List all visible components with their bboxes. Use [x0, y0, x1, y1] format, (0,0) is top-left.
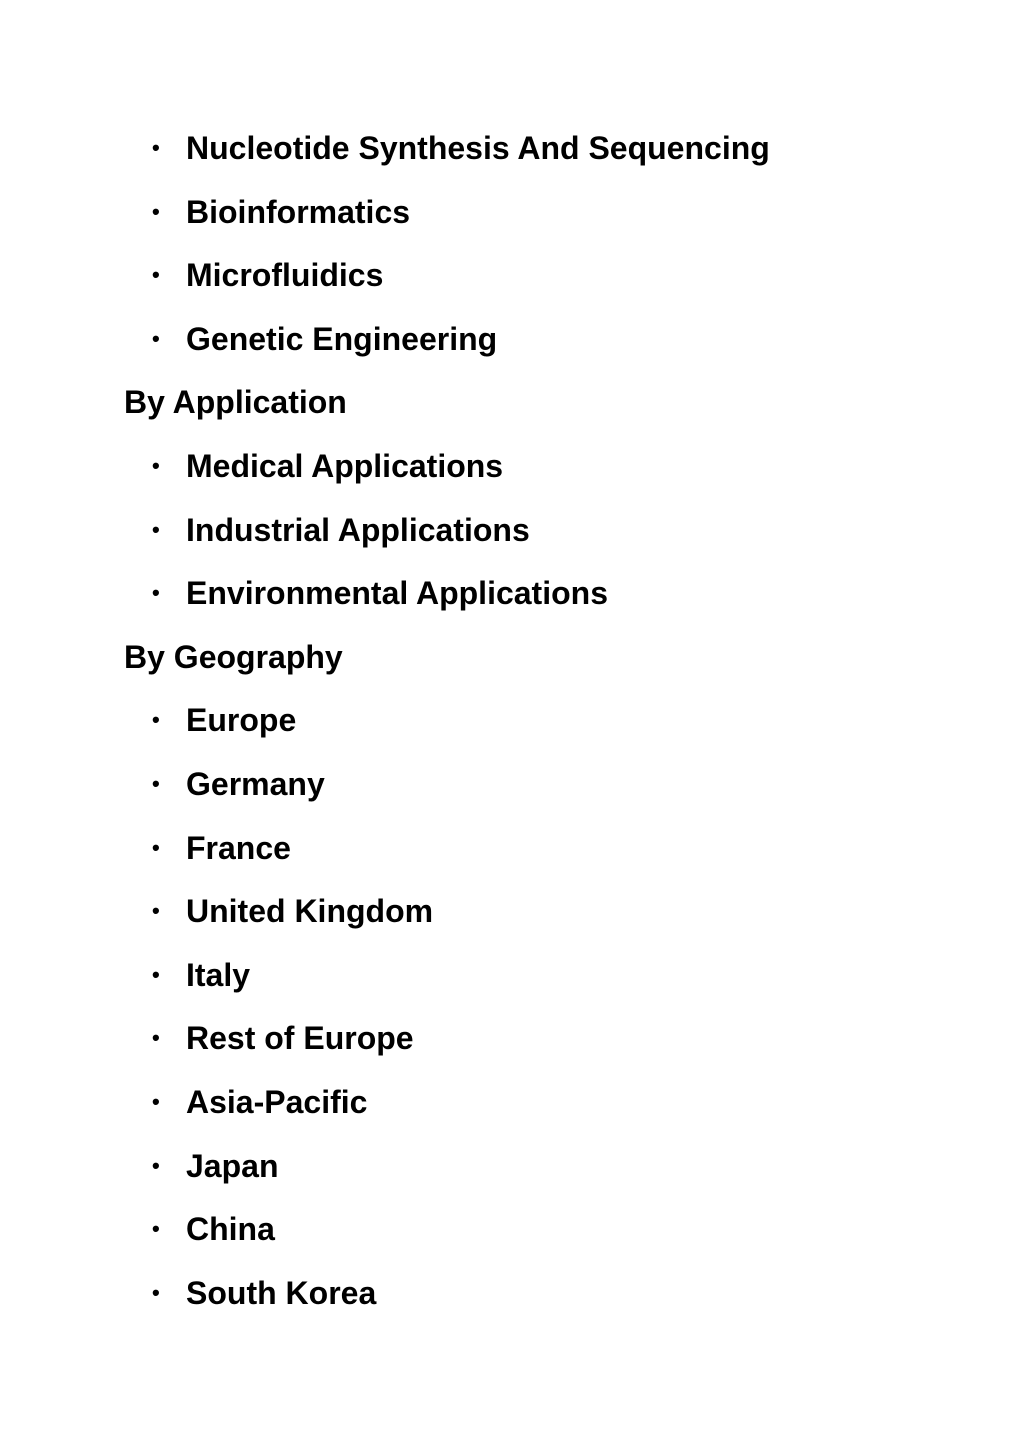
list-item-label: Bioinformatics	[186, 194, 411, 230]
bullet-icon: •	[152, 326, 160, 351]
list-item	[152, 700, 296, 764]
list-item-label: Microfluidics	[186, 257, 384, 293]
list-item	[152, 128, 770, 192]
list-item-label: Rest of Europe	[186, 1020, 414, 1056]
list-item-label: Japan	[186, 1148, 279, 1184]
list-item	[152, 1273, 376, 1337]
list-item-label: Germany	[186, 766, 325, 802]
list-item-label: Environmental Applications	[186, 575, 608, 611]
list-item-label: Asia-Pacific	[186, 1084, 368, 1120]
bullet-icon: •	[152, 962, 160, 987]
list-item	[152, 255, 383, 319]
list-item	[152, 319, 497, 383]
list-item	[152, 828, 291, 892]
list-item-label: Nucleotide Synthesis And Sequencing	[186, 130, 770, 166]
list-item-label: United Kingdom	[186, 893, 434, 929]
list-item	[152, 1082, 367, 1146]
list-item-label: Genetic Engineering	[186, 321, 498, 357]
bullet-icon: •	[152, 1216, 160, 1241]
bullet-icon: •	[152, 707, 160, 732]
bullet-icon: •	[152, 771, 160, 796]
list-item	[152, 764, 325, 828]
list-item-label: Europe	[186, 702, 297, 738]
list-item	[152, 955, 250, 1019]
list-item	[152, 446, 503, 510]
list-item	[152, 573, 608, 637]
list-item-label: Industrial Applications	[186, 512, 530, 548]
bullet-icon: •	[152, 1089, 160, 1114]
list-item	[152, 1209, 275, 1273]
list-item-label: China	[186, 1211, 275, 1247]
bullet-icon: •	[152, 1025, 160, 1050]
bullet-icon: •	[152, 1280, 160, 1305]
list-item	[152, 1018, 414, 1082]
list-item-label: Italy	[186, 957, 251, 993]
section-heading-application: By Application	[124, 384, 347, 420]
list-item-label: South Korea	[186, 1275, 377, 1311]
bullet-icon: •	[152, 580, 160, 605]
list-item	[152, 1146, 278, 1210]
bullet-icon: •	[152, 898, 160, 923]
list-item	[152, 891, 433, 955]
list-item-label: Medical Applications	[186, 448, 504, 484]
bullet-icon: •	[152, 517, 160, 542]
list-item-label: France	[186, 830, 291, 866]
bullet-icon: •	[152, 1153, 160, 1178]
section-heading-geography: By Geography	[124, 639, 343, 675]
bullet-icon: •	[152, 262, 160, 287]
bullet-icon: •	[152, 199, 160, 224]
bullet-icon: •	[152, 453, 160, 478]
bullet-icon: •	[152, 135, 160, 160]
list-item	[152, 510, 530, 574]
list-item	[152, 192, 410, 256]
bullet-icon: •	[152, 835, 160, 860]
